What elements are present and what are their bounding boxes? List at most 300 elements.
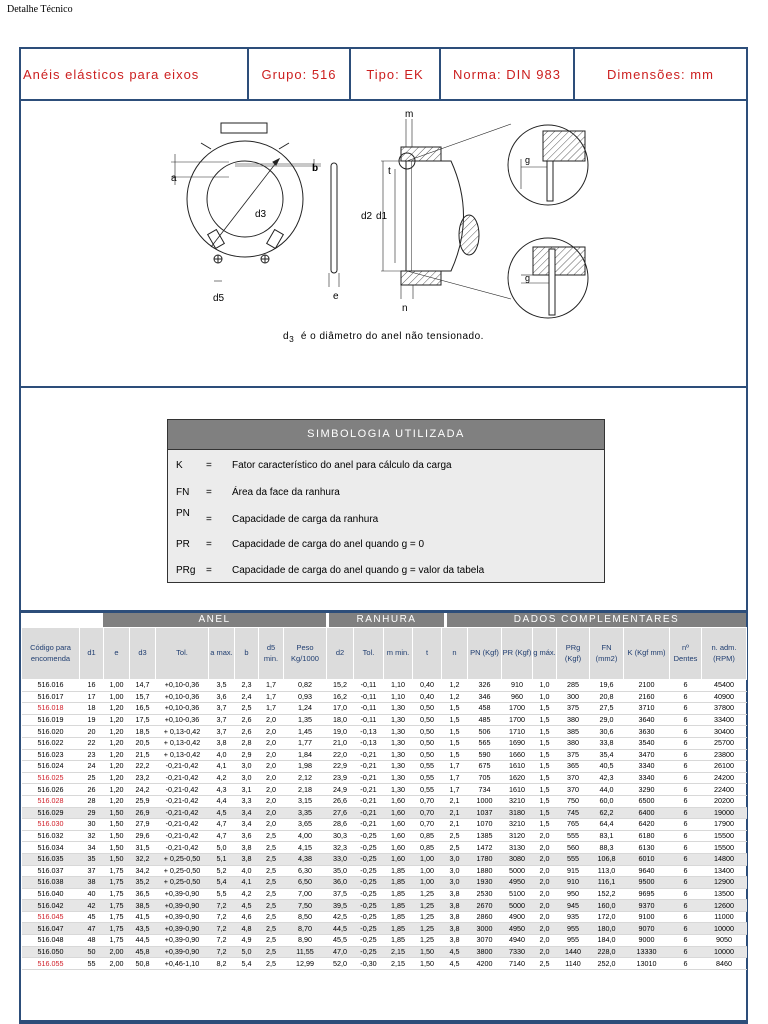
table-cell: 1,10 (384, 680, 413, 692)
table-cell: 22,9 (327, 761, 354, 773)
col-header: K (Kgf mm) (624, 628, 670, 680)
table-cell: 1,5 (533, 714, 557, 726)
table-cell: 1,30 (384, 703, 413, 715)
table-cell: 3,5 (209, 680, 235, 692)
table-cell: 1880 (468, 865, 502, 877)
table-cell: 9640 (624, 865, 670, 877)
table-cell: 8460 (702, 958, 747, 970)
table-row (22, 888, 747, 900)
table-cell: 2,0 (533, 911, 557, 923)
table-cell: 39,5 (327, 900, 354, 912)
header-group: Grupo: 516 (249, 49, 351, 99)
table-cell: 0,50 (413, 737, 442, 749)
table-cell: + 0,25-0,50 (156, 865, 209, 877)
table-cell: 12900 (702, 877, 747, 889)
table-cell: 8,70 (284, 923, 327, 935)
table-cell: 0,85 (413, 830, 442, 842)
table-cell: 380 (557, 714, 590, 726)
label-n: n (402, 303, 408, 314)
table-cell: 2,0 (533, 888, 557, 900)
table-cell: +0,39-0,90 (156, 935, 209, 947)
table-cell: 1,5 (533, 726, 557, 738)
table-cell: +0,39-0,90 (156, 923, 209, 935)
table-cell: 4,5 (442, 958, 468, 970)
table-cell: 6 (670, 923, 702, 935)
order-code-cell: 516.047 (22, 923, 80, 935)
symbol: K (176, 460, 183, 471)
table-cell: 1,98 (284, 761, 327, 773)
table-cell: 9050 (702, 935, 747, 947)
table-cell: 10000 (702, 923, 747, 935)
table-cell: 1,60 (384, 842, 413, 854)
table-cell: 184,0 (590, 935, 624, 947)
label-g-top: g (525, 155, 531, 165)
table-cell: 6 (670, 842, 702, 854)
table-cell: 16 (80, 680, 104, 692)
label-b: b (312, 163, 319, 174)
table-cell: 6 (670, 795, 702, 807)
table-cell: 0,50 (413, 714, 442, 726)
table-cell: 1,20 (104, 703, 130, 715)
table-cell: -0,11 (354, 714, 384, 726)
table-cell: 1,5 (442, 726, 468, 738)
table-cell: 15500 (702, 842, 747, 854)
symbol: FN (176, 487, 190, 498)
table-cell: 1,50 (104, 807, 130, 819)
table-cell: 30 (80, 819, 104, 831)
table-cell: 2,3 (235, 680, 259, 692)
table-cell: +0,10-0,36 (156, 691, 209, 703)
table-cell: 955 (557, 923, 590, 935)
table-cell: -0,25 (354, 911, 384, 923)
table-cell: 31,5 (130, 842, 156, 854)
table-cell: 14,7 (130, 680, 156, 692)
table-cell: 20200 (702, 795, 747, 807)
table-cell: 2530 (468, 888, 502, 900)
table-cell: 26 (80, 784, 104, 796)
table-cell: 2,5 (259, 830, 284, 842)
table-cell: 3470 (624, 749, 670, 761)
table-cell: 1140 (557, 958, 590, 970)
table-cell: 3,8 (442, 888, 468, 900)
col-header: PN (Kgf) (468, 628, 502, 680)
col-header: FN (mm2) (590, 628, 624, 680)
table-cell: + 0,13-0,42 (156, 726, 209, 738)
table-cell: -0,21 (354, 807, 384, 819)
specification-table-area (21, 613, 746, 970)
bottom-border (21, 1020, 746, 1022)
table-cell: 3,65 (284, 819, 327, 831)
table-cell: 1472 (468, 842, 502, 854)
ring-side-view (329, 163, 339, 287)
table-cell: 4,7 (209, 830, 235, 842)
order-code-cell: 516.030 (22, 819, 80, 831)
table-cell: 17900 (702, 819, 747, 831)
table-cell: 33,0 (327, 853, 354, 865)
table-cell: 1,85 (384, 911, 413, 923)
table-cell: 2,0 (259, 784, 284, 796)
table-cell: -0,25 (354, 865, 384, 877)
table-cell: 2,5 (259, 877, 284, 889)
table-cell: 40 (80, 888, 104, 900)
label-e: e (333, 291, 339, 302)
table-row (22, 900, 747, 912)
table-cell: 43,5 (130, 923, 156, 935)
table-cell: 9000 (624, 935, 670, 947)
table-cell: 4900 (502, 911, 533, 923)
table-cell: 19,6 (590, 680, 624, 692)
table-cell: 4200 (468, 958, 502, 970)
table-cell: -0,25 (354, 830, 384, 842)
table-cell: 0,40 (413, 691, 442, 703)
table-cell: 1,25 (413, 888, 442, 900)
table-cell: 8,50 (284, 911, 327, 923)
table-cell: 2,5 (259, 842, 284, 854)
table-cell: 1,7 (259, 691, 284, 703)
table-cell: 18,5 (130, 726, 156, 738)
table-cell: 765 (557, 819, 590, 831)
table-cell: 3,35 (284, 807, 327, 819)
order-code-cell: 516.024 (22, 761, 80, 773)
table-cell: -0,11 (354, 703, 384, 715)
table-cell: 1,75 (104, 900, 130, 912)
col-header: a max. (209, 628, 235, 680)
table-cell: 370 (557, 772, 590, 784)
table-cell: 9695 (624, 888, 670, 900)
group-complementary: DADOS COMPLEMENTARES (447, 613, 746, 627)
table-cell: 1,5 (533, 795, 557, 807)
caption-subscript: 3 (289, 334, 295, 344)
description: Capacidade de carga da ranhura (232, 514, 379, 525)
table-cell: 0,55 (413, 784, 442, 796)
table-cell: 2,1 (442, 819, 468, 831)
table-cell: 1,7 (442, 784, 468, 796)
table-cell: 2,0 (533, 877, 557, 889)
table-cell: 6420 (624, 819, 670, 831)
table-cell: 2,6 (235, 726, 259, 738)
table-cell: 1,75 (104, 923, 130, 935)
table-cell: 1,60 (384, 795, 413, 807)
table-cell: 35 (80, 853, 104, 865)
table-cell: +0,39-0,90 (156, 946, 209, 958)
table-cell: 3,8 (235, 842, 259, 854)
table-cell: 2,8 (235, 737, 259, 749)
table-cell: 4940 (502, 935, 533, 947)
table-cell: 228,0 (590, 946, 624, 958)
order-code-cell: 516.025 (22, 772, 80, 784)
table-row (22, 958, 747, 970)
table-cell: -0,25 (354, 877, 384, 889)
label-m: m (405, 109, 414, 120)
table-cell: 1,30 (384, 714, 413, 726)
col-header: d1 (80, 628, 104, 680)
table-cell: 1,50 (413, 946, 442, 958)
table-cell: -0,21 (354, 772, 384, 784)
table-cell: 42,3 (590, 772, 624, 784)
table-cell: 4,3 (209, 784, 235, 796)
order-code-cell: 516.017 (22, 691, 80, 703)
table-cell: 915 (557, 865, 590, 877)
table-cell: 1,30 (384, 737, 413, 749)
table-cell: 1,60 (384, 830, 413, 842)
table-cell: 5,2 (209, 865, 235, 877)
table-cell: 5000 (502, 900, 533, 912)
table-cell: 60,0 (590, 795, 624, 807)
table-cell: + 0,25-0,50 (156, 853, 209, 865)
table-cell: 26,9 (130, 807, 156, 819)
col-header: e (104, 628, 130, 680)
table-cell: 16,2 (327, 691, 354, 703)
table-cell: 5,5 (209, 888, 235, 900)
table-cell: 7,2 (209, 911, 235, 923)
col-header: nº Dentes (670, 628, 702, 680)
table-cell: 22,0 (327, 749, 354, 761)
table-cell: 4950 (502, 923, 533, 935)
table-cell: 1,50 (104, 830, 130, 842)
table-cell: 3,8 (442, 911, 468, 923)
table-cell: 1,20 (104, 714, 130, 726)
table-cell: 35,4 (590, 749, 624, 761)
table-row (22, 807, 747, 819)
table-cell: 1,60 (384, 853, 413, 865)
table-cell: 0,70 (413, 819, 442, 831)
table-cell: 950 (557, 888, 590, 900)
table-cell: 17,5 (130, 714, 156, 726)
col-header: d2 (327, 628, 354, 680)
table-cell: 252,0 (590, 958, 624, 970)
table-cell: 1,50 (413, 958, 442, 970)
symbology-section (21, 388, 746, 613)
table-cell: 1,5 (533, 772, 557, 784)
table-cell: 1,24 (284, 703, 327, 715)
table-cell: 2,0 (259, 807, 284, 819)
table-cell: +0,10-0,36 (156, 680, 209, 692)
table-cell: 4,7 (209, 819, 235, 831)
table-cell: -0,30 (354, 958, 384, 970)
table-cell: 26100 (702, 761, 747, 773)
order-code-cell: 516.028 (22, 795, 80, 807)
table-cell: 1,10 (384, 691, 413, 703)
table-cell: 2860 (468, 911, 502, 923)
table-cell: 2,0 (533, 935, 557, 947)
table-cell: 1,5 (442, 714, 468, 726)
table-cell: 3,4 (235, 819, 259, 831)
table-cell: + 0,13-0,42 (156, 737, 209, 749)
table-cell: 1,20 (104, 784, 130, 796)
table-cell: 2,6 (235, 714, 259, 726)
table-cell: -0,13 (354, 737, 384, 749)
table-cell: 1,85 (384, 923, 413, 935)
table-cell: 35,0 (327, 865, 354, 877)
table-cell: 555 (557, 853, 590, 865)
order-code-cell: 516.040 (22, 888, 80, 900)
table-cell: 21,5 (130, 749, 156, 761)
table-cell: 24200 (702, 772, 747, 784)
table-cell: 1,35 (284, 714, 327, 726)
table-cell: 27,5 (590, 703, 624, 715)
table-cell: 6 (670, 737, 702, 749)
table-cell: 1,00 (104, 691, 130, 703)
table-cell: 2,0 (533, 900, 557, 912)
table-cell: -0,21 (354, 761, 384, 773)
table-cell: 1000 (468, 795, 502, 807)
table-cell: 23 (80, 749, 104, 761)
table-cell: 734 (468, 784, 502, 796)
table-cell: 3,6 (235, 830, 259, 842)
table-cell: 1,75 (104, 865, 130, 877)
table-cell: -0,25 (354, 853, 384, 865)
table-cell: 3,6 (209, 691, 235, 703)
groove-detail-top (508, 125, 588, 205)
table-cell: +0,10-0,36 (156, 703, 209, 715)
table-cell: 1,75 (104, 935, 130, 947)
table-cell: 25 (80, 772, 104, 784)
table-cell: 29,0 (590, 714, 624, 726)
table-row (22, 935, 747, 947)
table-cell: 590 (468, 749, 502, 761)
table-cell: 34,2 (130, 865, 156, 877)
col-header: Peso Kg/1000 (284, 628, 327, 680)
table-cell: 3,7 (209, 714, 235, 726)
table-row (22, 761, 747, 773)
table-cell: 6 (670, 784, 702, 796)
col-header: d5 min. (259, 628, 284, 680)
table-row (22, 795, 747, 807)
table-cell: -0,21-0,42 (156, 842, 209, 854)
table-cell: 35,2 (130, 877, 156, 889)
order-code-cell: 516.035 (22, 853, 80, 865)
table-cell: 7,2 (209, 935, 235, 947)
col-header: PR (Kgf) (502, 628, 533, 680)
table-cell: 6 (670, 749, 702, 761)
table-cell: 0,93 (284, 691, 327, 703)
table-cell: 1,50 (104, 842, 130, 854)
table-cell: 2,5 (442, 842, 468, 854)
table-cell: 34 (80, 842, 104, 854)
table-cell: 30,3 (327, 830, 354, 842)
table-cell: 1780 (468, 853, 502, 865)
table-cell: -0,21-0,42 (156, 807, 209, 819)
table-cell: 375 (557, 703, 590, 715)
table-cell: 40,5 (590, 761, 624, 773)
table-cell: 4,5 (209, 807, 235, 819)
table-cell: -0,21-0,42 (156, 784, 209, 796)
symbology-title: SIMBOLOGIA UTILIZADA (168, 420, 604, 450)
table-cell: 0,82 (284, 680, 327, 692)
table-cell: 6 (670, 772, 702, 784)
table-cell: -0,21-0,42 (156, 819, 209, 831)
sheet-header (21, 49, 746, 101)
table-cell: 25700 (702, 737, 747, 749)
table-cell: 1,84 (284, 749, 327, 761)
table-cell: -0,25 (354, 946, 384, 958)
table-cell: 3,8 (442, 900, 468, 912)
table-cell: 6 (670, 958, 702, 970)
order-code-cell: 516.020 (22, 726, 80, 738)
d3-caption (21, 331, 746, 344)
table-cell: 6,50 (284, 877, 327, 889)
table-cell: -0,21-0,42 (156, 795, 209, 807)
column-groups (21, 613, 746, 627)
table-cell: 1,5 (533, 761, 557, 773)
table-row (22, 726, 747, 738)
table-cell: 11,55 (284, 946, 327, 958)
table-cell: 36,5 (130, 888, 156, 900)
table-cell: 23800 (702, 749, 747, 761)
table-cell: 6 (670, 680, 702, 692)
label-d1: d1 (376, 211, 388, 222)
table-cell: 1,00 (413, 853, 442, 865)
table-cell: 1,5 (442, 749, 468, 761)
table-cell: 1,30 (384, 784, 413, 796)
table-cell: 2,5 (259, 853, 284, 865)
table-cell: 37800 (702, 703, 747, 715)
table-cell: 485 (468, 714, 502, 726)
table-cell: 6 (670, 703, 702, 715)
table-cell: 44,0 (590, 784, 624, 796)
header-norm: Norma: DIN 983 (441, 49, 575, 99)
table-cell: 9500 (624, 877, 670, 889)
table-cell: 15500 (702, 830, 747, 842)
ring-front-view (171, 123, 321, 281)
table-cell: 37 (80, 865, 104, 877)
table-cell: 6,30 (284, 865, 327, 877)
table-cell: 375 (557, 749, 590, 761)
table-cell: 2,15 (384, 946, 413, 958)
table-cell: 3,8 (209, 737, 235, 749)
table-cell: 960 (502, 691, 533, 703)
table-cell: 88,3 (590, 842, 624, 854)
table-cell: 1,0 (533, 680, 557, 692)
table-cell: 4,1 (235, 877, 259, 889)
table-cell: 4,2 (209, 772, 235, 784)
table-cell: 29,6 (130, 830, 156, 842)
table-cell: 2,0 (259, 772, 284, 784)
table-cell: 16,5 (130, 703, 156, 715)
table-cell: 2,0 (259, 819, 284, 831)
table-cell: 1,20 (104, 761, 130, 773)
table-cell: 48 (80, 935, 104, 947)
table-cell: 47,0 (327, 946, 354, 958)
table-cell: 0,50 (413, 726, 442, 738)
table-cell: 1,77 (284, 737, 327, 749)
table-cell: 12600 (702, 900, 747, 912)
table-cell: 10000 (702, 946, 747, 958)
table-cell: 5,0 (209, 842, 235, 854)
table-cell: 27,6 (327, 807, 354, 819)
table-cell: 4,5 (235, 900, 259, 912)
table-cell: 4,8 (235, 923, 259, 935)
table-cell: 1,7 (259, 680, 284, 692)
table-cell: 0,70 (413, 795, 442, 807)
table-cell: 3,7 (209, 726, 235, 738)
table-cell: 1,85 (384, 877, 413, 889)
table-cell: 4,6 (235, 911, 259, 923)
description: Capacidade de carga do anel quando g = valor da tabela (232, 565, 485, 576)
table-cell: 42 (80, 900, 104, 912)
caption-symbol: d (283, 331, 290, 342)
table-cell: +0,39-0,90 (156, 900, 209, 912)
table-cell: 6 (670, 691, 702, 703)
table-cell: 45400 (702, 680, 747, 692)
col-header: b (235, 628, 259, 680)
table-cell: 24,2 (130, 784, 156, 796)
table-cell: 2,0 (533, 830, 557, 842)
table-cell: 555 (557, 830, 590, 842)
group-groove: RANHURA (329, 613, 444, 627)
symbol: PR (176, 539, 190, 550)
table-row (22, 737, 747, 749)
